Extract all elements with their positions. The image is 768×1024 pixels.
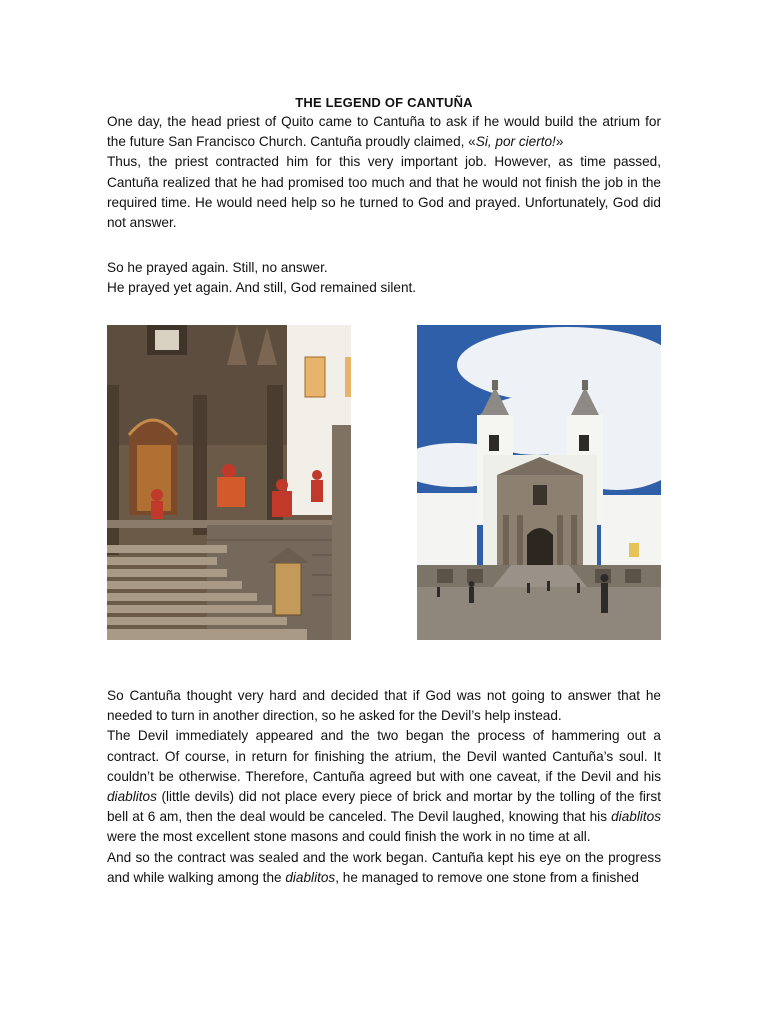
devil-paragraph-1: So Cantuña thought very hard and decided that if God was not going to answer that he needed to turn in another direction, so he asked for the Devil’s help instead.	[107, 688, 661, 724]
intro-text: One day, the head priest of Quito came to Cantuña to ask if he would build the atrium for the future San Francisco Church. Cantuña proudly claimed, «	[107, 114, 661, 150]
diorama-photo	[107, 325, 351, 640]
devil-paragraph-2	[107, 726, 661, 847]
devil-section	[107, 686, 661, 888]
contract-text-a: The Devil immediately appeared and the two began the process of hammering out a contract. Of course, in return for finishing the atrium, the Devil wanted Cantuña’s soul. It couldn’t be otherwise. Therefore, Cantuña agreed but with one caveat, if the Devil and his	[107, 728, 661, 784]
diablitos-italic-2: diablitos	[611, 809, 661, 825]
devil-paragraph-3	[107, 848, 661, 888]
intro-quote-italic: Si, por cierto!	[475, 134, 556, 150]
church-image	[417, 325, 661, 640]
work-text-a: And so the contract was sealed and the work began. Cantuña kept his eye on the progress and while walking among the	[107, 849, 661, 885]
contract-text-b: (little devils) did not place every piece of brick and mortar by the tolling of the first bell at 6 am, then the deal would be canceled. The Devil laughed, knowing that his	[107, 789, 661, 825]
intro-paragraph-2: Thus, the priest contracted him for this very important job. However, as time passed, Cantuña realized that he had promised too much and that he would not finish the job in the required time. He would need help so he turned to God and prayed. Unfortunately, God did not answer.	[107, 154, 661, 231]
intro-section	[107, 112, 661, 233]
church-photo	[417, 325, 661, 640]
contract-text-c: were the most excellent stone masons and could finish the work in no time at all.	[107, 829, 591, 845]
prayer-section	[107, 258, 661, 298]
diorama-image	[107, 325, 351, 640]
intro-paragraph-1	[107, 112, 661, 152]
work-text-b: , he managed to remove one stone from a finished	[335, 869, 639, 885]
prayer-line-2: He prayed yet again. And still, God remained silent.	[107, 280, 417, 296]
prayer-line-1: So he prayed again. Still, no answer.	[107, 260, 328, 275]
diablitos-italic-1: diablitos	[107, 789, 157, 805]
diablitos-italic-3: diablitos	[285, 869, 336, 885]
intro-quote-close: »	[555, 134, 564, 150]
document-title: THE LEGEND OF CANTUÑA	[295, 95, 473, 110]
